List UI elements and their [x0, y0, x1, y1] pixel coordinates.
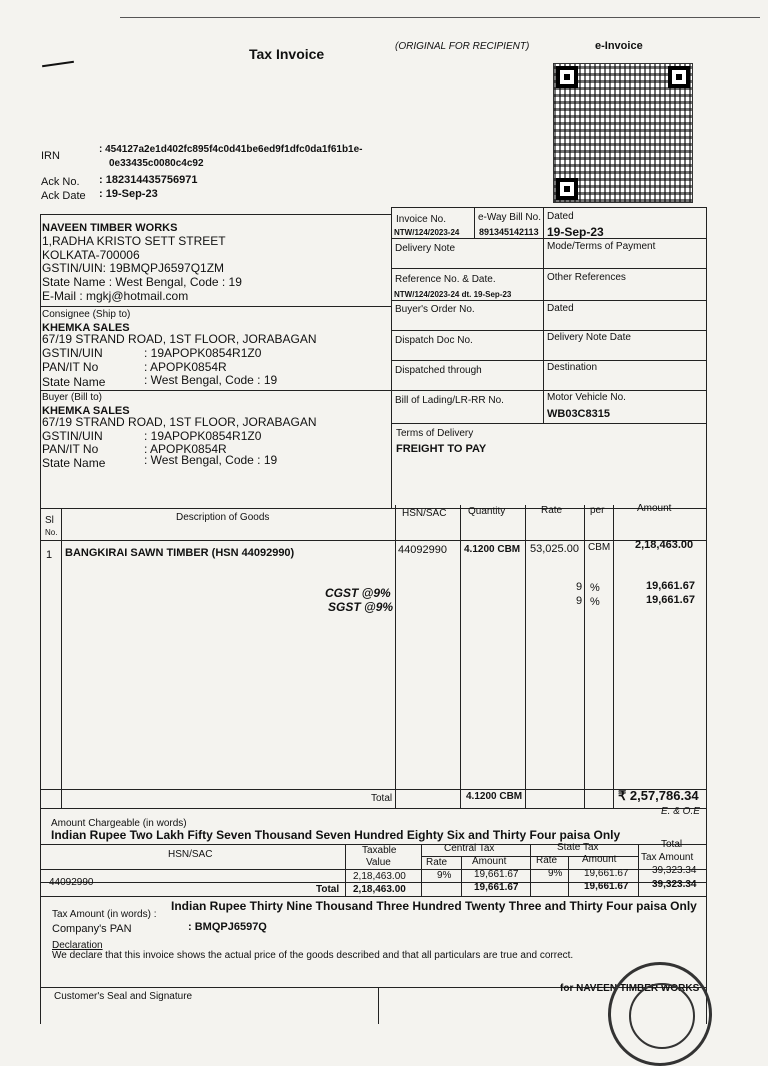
frame-left [40, 214, 41, 1024]
consignee-section-label: Consignee (Ship to) [42, 309, 131, 320]
buyer-state-value: : West Bengal, Code : 19 [144, 453, 278, 467]
items-col-rate [525, 505, 526, 808]
items-col-amount [613, 505, 614, 808]
tax-total-label: Total [316, 884, 340, 895]
delivery-note-label: Delivery Note [395, 243, 456, 254]
amount-words-label: Amount Chargeable (in words) [51, 818, 187, 829]
buyer-pan-value: : APOPK0854R [144, 442, 227, 456]
declaration-label: Declaration [52, 940, 103, 951]
company-pan-label: Company's PAN [52, 923, 132, 935]
terms-delivery-value: FREIGHT TO PAY [396, 443, 487, 455]
company-pan-value: : BMQPJ6597Q [188, 921, 267, 933]
dispatched-through-label: Dispatched through [395, 365, 482, 376]
buyer-name: KHEMKA SALES [42, 405, 130, 417]
details-row-3 [391, 300, 707, 301]
for-company-label: for NAVEEN TIMBER WORKS [560, 983, 700, 994]
tax-taxable-header-1: Taxable [362, 845, 397, 856]
dispatch-doc-label: Dispatch Doc No. [395, 335, 473, 346]
items-header-rule [40, 540, 707, 541]
buyer-section-label: Buyer (Bill to) [42, 392, 103, 403]
tax-state-amount-header: Amount [582, 854, 617, 865]
items-col-qty [460, 505, 461, 808]
items-total-top-rule [40, 789, 707, 790]
tax-col-central-amt [461, 856, 462, 896]
cgst-label: CGST @9% [325, 586, 391, 600]
tax-central-amount-header: Amount [472, 856, 507, 867]
row-hsn: 44092990 [398, 544, 447, 556]
invoice-no-value: NTW/124/2023-24 [394, 228, 460, 237]
reference-value: NTW/124/2023-24 dt. 19-Sep-23 [394, 290, 512, 299]
tax-words-label: Tax Amount (in words) : [52, 909, 157, 920]
reference-label: Reference No. & Date. [395, 274, 496, 285]
tax-bottom-rule [40, 896, 707, 897]
signature-divider [378, 987, 379, 1024]
delivery-note-date-label: Delivery Note Date [547, 332, 631, 343]
total-quantity: 4.1200 CBM [466, 791, 523, 802]
irn-value-line2: 0e33435c0080c4c92 [109, 158, 204, 169]
qr-code [553, 63, 693, 203]
seller-address-2: KOLKATA-700006 [42, 248, 140, 262]
cgst-rate: 9 [576, 581, 583, 593]
einvoice-label: e-Invoice [595, 40, 643, 52]
tax-row-c-amount: 19,661.67 [474, 869, 519, 880]
details-row-7 [391, 423, 707, 424]
terms-delivery-label: Terms of Delivery [396, 428, 474, 439]
qr-finder-top-right [668, 66, 690, 88]
company-stamp-inner [629, 983, 695, 1049]
header-quantity: Quantity [468, 506, 506, 517]
tax-central-rate-header: Rate [426, 857, 448, 868]
company-stamp [608, 962, 712, 1066]
total-amount: ₹ 2,57,786.34 [618, 788, 699, 803]
sgst-per: % [590, 596, 600, 608]
tax-row-s-amount: 19,661.67 [584, 868, 629, 879]
buyer-pan-label: PAN/IT No [42, 442, 99, 456]
tax-hsn-header: HSN/SAC [168, 849, 213, 860]
other-references-label: Other References [547, 272, 626, 283]
seller-name: NAVEEN TIMBER WORKS [42, 222, 178, 234]
header-no: No. [45, 528, 58, 537]
destination-label: Destination [547, 362, 598, 373]
consignee-state-value: : West Bengal, Code : 19 [144, 373, 278, 387]
row-quantity: 4.1200 CBM [464, 544, 521, 555]
seller-address-1: 1,RADHA KRISTO SETT STREET [42, 234, 226, 248]
consignee-gstin-value: : 19APOPK0854R1Z0 [144, 346, 262, 360]
tax-total-taxable: 2,18,463.00 [353, 884, 406, 895]
tax-col-total [638, 844, 639, 896]
consignee-pan-label: PAN/IT No [42, 360, 99, 374]
qr-finder-bottom-left [556, 178, 578, 200]
amount-words-value: Indian Rupee Two Lakh Fifty Seven Thousand Seven Hundred Eighty Six and Thirty Four paisa Only [51, 828, 621, 842]
pen-mark [42, 61, 74, 67]
cgst-amount: 19,661.67 [646, 580, 695, 592]
top-rule [120, 17, 760, 18]
sgst-rate: 9 [576, 595, 583, 607]
ack-date-value: : 19-Sep-23 [99, 188, 158, 200]
header-amount: Amount [637, 503, 672, 514]
ack-no-label: Ack No. [41, 176, 80, 188]
header-description: Description of Goods [176, 512, 270, 523]
qr-finder-top-left [556, 66, 578, 88]
consignee-bottom-rule [40, 390, 391, 391]
seller-bottom-rule [40, 306, 391, 307]
header-sl: Sl [45, 515, 54, 526]
items-col-per [584, 505, 585, 808]
consignee-address: 67/19 STRAND ROAD, 1ST FLOOR, JORABAGAN [42, 332, 317, 346]
tax-total-c-amount: 19,661.67 [474, 882, 519, 893]
frame-top-left [40, 214, 391, 215]
tax-total-header-2: Tax Amount [641, 852, 694, 863]
details-row-2 [391, 268, 707, 269]
dated-label: Dated [547, 211, 574, 222]
items-col-hsn [395, 505, 396, 808]
tax-col-central [421, 844, 422, 896]
sgst-amount: 19,661.67 [646, 594, 695, 606]
cgst-per: % [590, 582, 600, 594]
items-top-rule [40, 508, 707, 509]
consignee-state-label: State Name [42, 375, 106, 389]
buyers-order-label: Buyer's Order No. [395, 304, 475, 315]
copy-label: (ORIGINAL FOR RECIPIENT) [395, 41, 530, 52]
total-label: Total [371, 793, 393, 804]
details-row-4 [391, 330, 707, 331]
details-row-5 [391, 360, 707, 361]
sgst-label: SGST @9% [328, 600, 394, 614]
buyer-gstin-value: : 19APOPK0854R1Z0 [144, 429, 262, 443]
tax-total-total: 39,323.34 [652, 879, 697, 890]
irn-value-line1: : 454127a2e1d402fc895f4c0d41be6ed9f1dfc0da1f61b1e- [99, 144, 363, 155]
header-hsn: HSN/SAC [402, 508, 447, 519]
declaration-text: We declare that this invoice shows the actual price of the goods described and that all particulars are true and correct. [52, 950, 574, 961]
ack-date-label: Ack Date [41, 190, 86, 202]
tax-words-value: Indian Rupee Thirty Nine Thousand Three Hundred Twenty Three and Thirty Four paisa Only [171, 899, 697, 913]
tax-row-taxable: 2,18,463.00 [353, 871, 406, 882]
divider-middle [391, 207, 392, 508]
consignee-name: KHEMKA SALES [42, 322, 130, 334]
dated2-label: Dated [547, 303, 574, 314]
motor-vehicle-value: WB03C8315 [547, 408, 610, 420]
buyer-state-label: State Name [42, 456, 106, 470]
consignee-gstin-label: GSTIN/UIN [42, 346, 103, 360]
eway-value: 891345142113 [479, 227, 539, 237]
details-row-6 [391, 390, 707, 391]
row-amount: 2,18,463.00 [635, 539, 694, 551]
customer-seal-label: Customer's Seal and Signature [54, 991, 193, 1002]
tax-taxable-header-2: Value [366, 857, 391, 868]
row-rate: 53,025.00 [530, 543, 579, 555]
tax-col-taxable [345, 844, 346, 896]
tax-total-s-amount: 19,661.67 [584, 881, 629, 892]
buyer-address: 67/19 STRAND ROAD, 1ST FLOOR, JORABAGAN [42, 415, 317, 429]
mode-terms-label: Mode/Terms of Payment [547, 241, 656, 252]
row-sl: 1 [46, 549, 53, 561]
dated-value: 19-Sep-23 [547, 225, 604, 239]
eoe-label: E. & O.E [661, 806, 700, 817]
tax-col-state-amt [568, 856, 569, 896]
ack-no-value: : 182314435756971 [99, 174, 198, 186]
seller-gstin: GSTIN/UIN: 19BMQPJ6597Q1ZM [42, 261, 225, 275]
consignee-pan-value: : APOPK0854R [144, 360, 227, 374]
items-total-bottom-rule [40, 808, 707, 809]
tax-row-c-rate: 9% [437, 870, 452, 881]
buyer-gstin-label: GSTIN/UIN [42, 429, 103, 443]
items-col-sl [61, 508, 62, 808]
irn-label: IRN [41, 150, 60, 162]
invoice-eway-divider [474, 207, 475, 238]
invoice-no-label: Invoice No. [396, 214, 447, 225]
tax-state-rate-header: Rate [536, 855, 558, 866]
motor-vehicle-label: Motor Vehicle No. [547, 392, 626, 403]
eway-label: e-Way Bill No. [478, 212, 541, 223]
tax-row-total: 39,323.34 [652, 865, 697, 876]
tax-state-header: State Tax [557, 842, 599, 853]
tax-total-header-1: Total [661, 839, 683, 850]
tax-col-state [530, 844, 531, 896]
tax-row-s-rate: 9% [548, 868, 563, 879]
header-rate: Rate [541, 505, 563, 516]
frame-top-right [391, 207, 707, 208]
document-title: Tax Invoice [249, 46, 325, 62]
tax-central-header: Central Tax [444, 843, 495, 854]
bill-of-lading-label: Bill of Lading/LR-RR No. [395, 395, 504, 406]
tax-row-hsn: 44092990 [49, 877, 94, 888]
row-description: BANGKIRAI SAWN TIMBER (HSN 44092990) [65, 547, 295, 559]
seller-email: E-Mail : mgkj@hotmail.com [42, 289, 189, 303]
seller-state: State Name : West Bengal, Code : 19 [42, 275, 242, 289]
header-per: per [590, 505, 605, 516]
row-per: CBM [588, 542, 611, 553]
